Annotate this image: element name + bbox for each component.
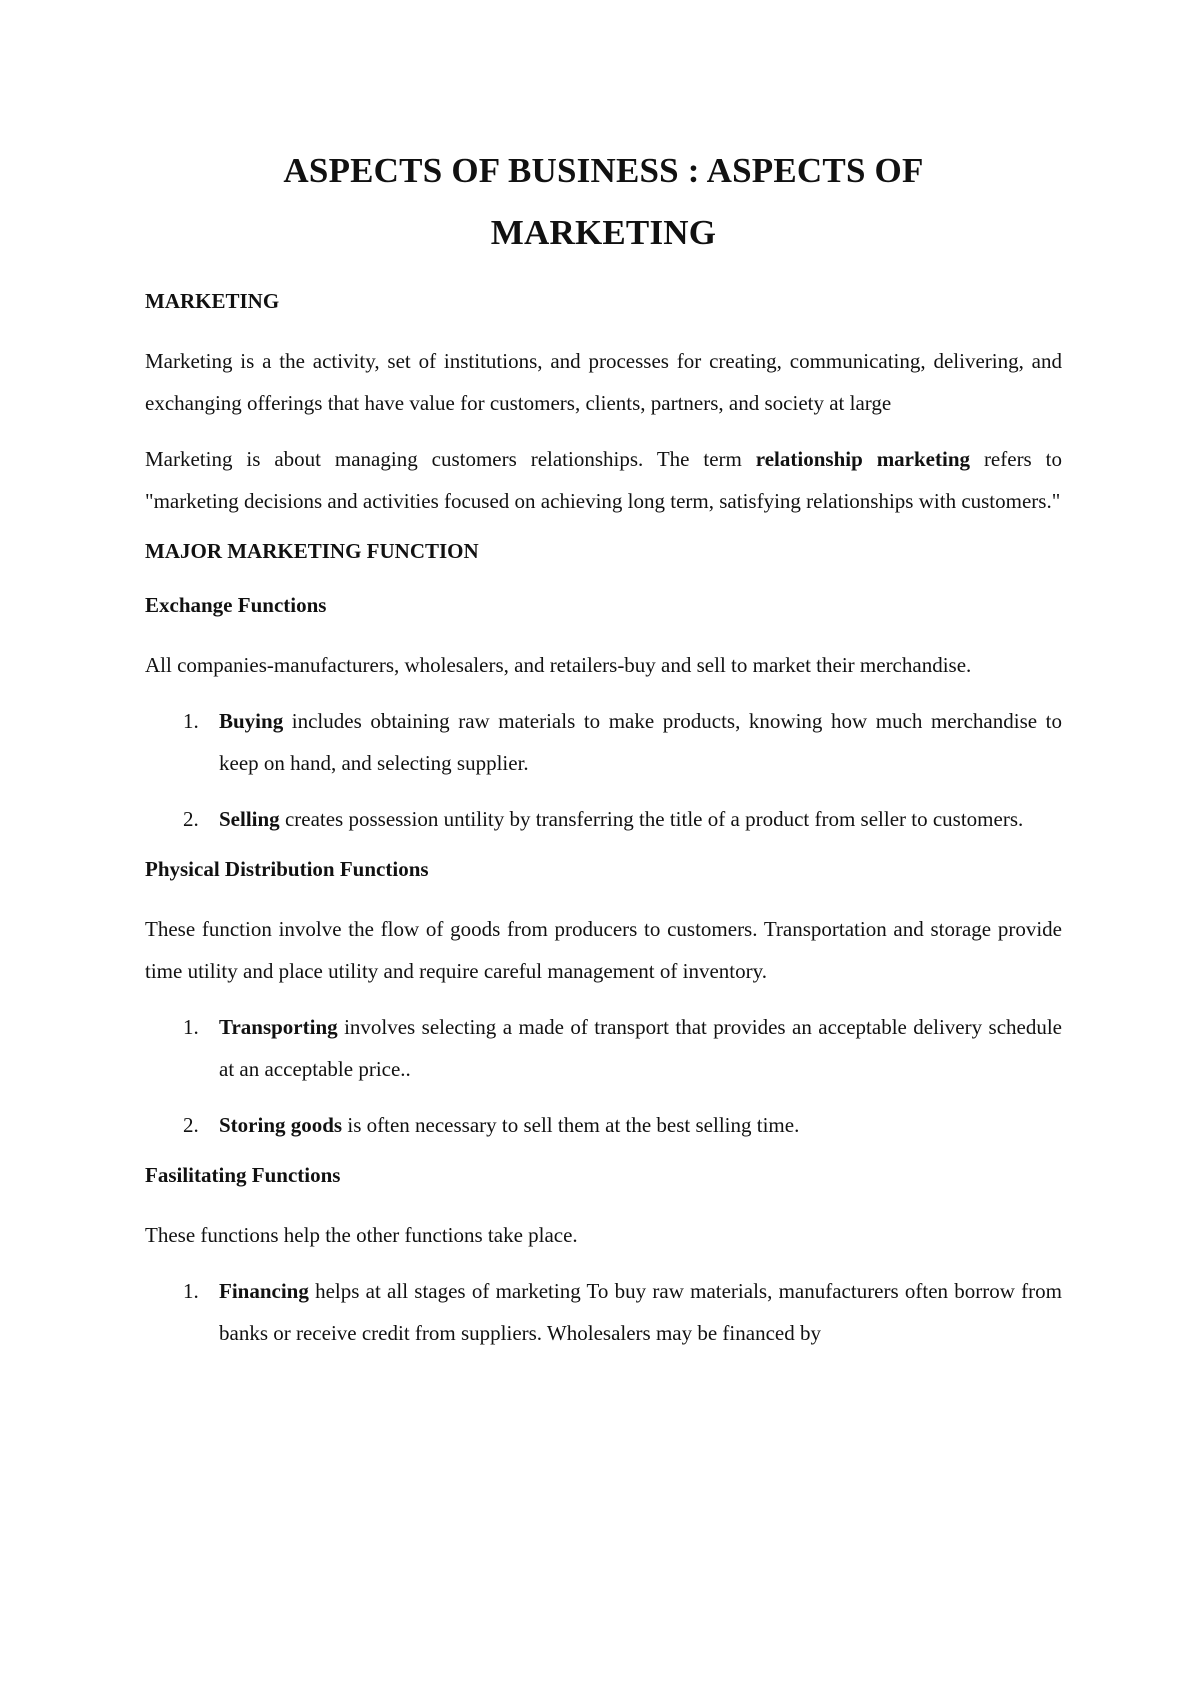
list-number: 1. <box>183 709 199 733</box>
list-text: is often necessary to sell them at the best selling time. <box>342 1113 800 1137</box>
heading-facilitating-functions: Fasilitating Functions <box>145 1163 341 1187</box>
list-term: Financing <box>219 1279 309 1303</box>
facilitating-intro: These functions help the other functions take place. <box>145 1223 578 1247</box>
physical-intro: These function involve the flow of goods from producers to customers. Transportation and storage provide time utility and place utility and require careful management of inventory. <box>145 917 1062 983</box>
list-number: 1. <box>183 1015 199 1039</box>
title-line-2: MARKETING <box>490 213 717 252</box>
heading-marketing: MARKETING <box>145 289 280 313</box>
rm-text-b: refers to "marketing decisions and activities focused on achieving long term, satisfying relationships with customers." <box>145 447 1062 513</box>
physical-list <box>145 1006 1062 1146</box>
list-term: Storing goods <box>219 1113 343 1137</box>
list-term: Buying <box>219 709 284 733</box>
exchange-list <box>145 700 1062 840</box>
list-item <box>145 798 1062 840</box>
facilitating-list <box>145 1270 1062 1354</box>
marketing-definition: Marketing is a the activity, set of institutions, and processes for creating, communicating, delivering, and exchanging offerings that have value for customers, clients, partners, and society at large <box>145 349 1062 415</box>
list-item <box>145 1006 1062 1090</box>
list-text: includes obtaining raw materials to make products, knowing how much merchandise to keep on hand, and selecting supplier. <box>219 709 1062 775</box>
rm-term: relationship marketing <box>755 447 971 471</box>
list-item <box>145 700 1062 784</box>
heading-physical-distribution: Physical Distribution Functions <box>145 857 429 881</box>
list-number: 2. <box>183 807 199 831</box>
rm-text-a: Marketing is about managing customers relationships. The term <box>145 447 756 471</box>
heading-major-marketing-function: MAJOR MARKETING FUNCTION <box>145 539 479 563</box>
list-term: Selling <box>219 807 280 831</box>
list-item <box>145 1270 1062 1354</box>
list-number: 1. <box>183 1279 199 1303</box>
list-term: Transporting <box>219 1015 338 1039</box>
document-title <box>145 140 1062 264</box>
exchange-intro: All companies-manufacturers, wholesalers, and retailers-buy and sell to market their merchandise. <box>145 653 972 677</box>
list-text: involves selecting a made of transport that provides an acceptable delivery schedule at an acceptable price.. <box>219 1015 1062 1081</box>
title-line-1: ASPECTS OF BUSINESS : ASPECTS OF <box>283 151 924 190</box>
list-text: helps at all stages of marketing To buy raw materials, manufacturers often borrow from banks or receive credit from suppliers. Wholesalers may be financed by <box>219 1279 1062 1345</box>
heading-exchange-functions: Exchange Functions <box>145 593 327 617</box>
list-item <box>145 1104 1062 1146</box>
list-number: 2. <box>183 1113 199 1137</box>
relationship-marketing-paragraph <box>145 438 1062 522</box>
list-text: creates possession untility by transferring the title of a product from seller to customers. <box>279 807 1024 831</box>
